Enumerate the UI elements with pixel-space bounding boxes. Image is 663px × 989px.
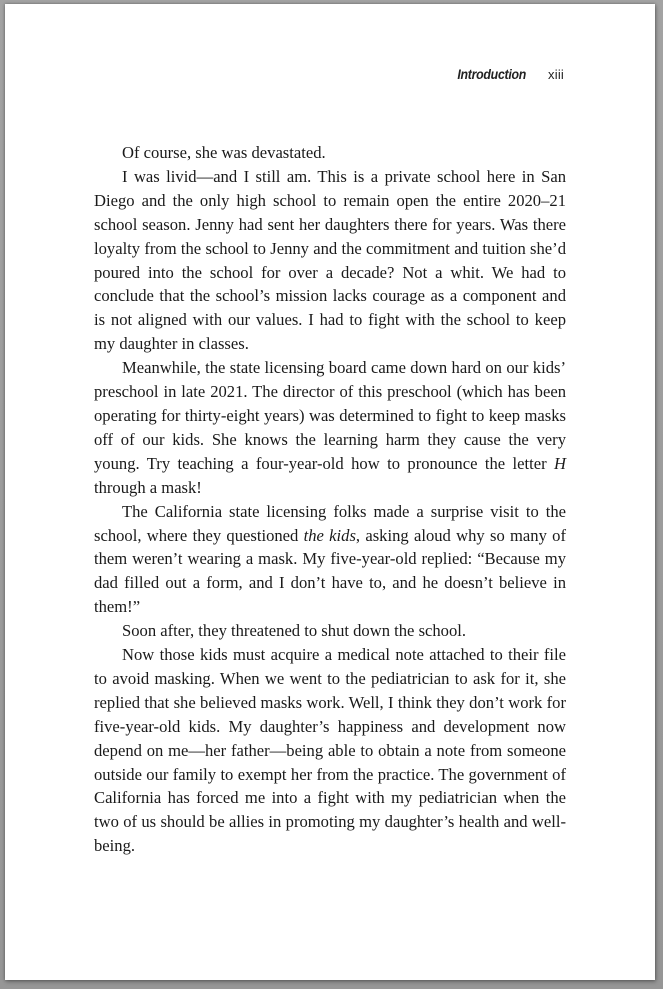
paragraph-4-text-end: , asking aloud why so many of them weren’t wearing a mask. My five-year-old replied: “Because my dad filled out a form, and I don’t have to, and he doesn’t believe in them!” [94, 525, 566, 617]
paragraph-5-text: Soon after, they threatened to shut down the school. [122, 621, 467, 641]
paragraph-6 [94, 643, 566, 858]
page-number: xiii [548, 67, 564, 82]
paragraph-3 [94, 356, 566, 499]
paragraph-4-text: The California state licensing folks made a surprise visit to the school, where they questioned [94, 501, 566, 545]
paragraph-1 [94, 141, 566, 165]
paragraph-4 [94, 500, 566, 620]
chapter-title: Introduction [457, 66, 527, 82]
paragraph-2-text: I was livid—and I still am. This is a private school here in San Diego and the only high school to remain open the entire 2020–21 school season. Jenny had sent her daughters there for years. Was there loyalty from the school to Jenny and the commitment and tuition she’d poured into the school for over a decade? Not a whit. We had to conclude that the school’s mission lacks courage as a component and is not aligned with our values. I had to fight with the school to keep my daughter in classes. [94, 166, 566, 354]
body-text [94, 141, 566, 858]
paragraph-6-text: Now those kids must acquire a medical note attached to their file to avoid masking. When we went to the pediatrician to ask for it, she replied that she believed masks work. Well, I think they don’t work for five-year-old kids. My daughter’s happiness and development now depend on me—her father—being able to obtain a note from someone outside our family to exempt her from the practice. The government of California has forced me into a fight with my pediatrician when the two of us should be allies in promoting my daughter’s health and well-being. [94, 645, 566, 856]
paragraph-4-emphasis: the kids [303, 525, 356, 545]
paragraph-2 [94, 165, 566, 356]
paragraph-1-text: Of course, she was devastated. [122, 143, 326, 162]
running-header [448, 66, 564, 82]
book-page [5, 4, 655, 980]
paragraph-5 [94, 619, 566, 643]
paragraph-3-emphasis: H [554, 453, 566, 473]
paragraph-3-text-end: through a mask! [94, 477, 202, 497]
paragraph-3-text: Meanwhile, the state licensing board came down hard on our kids’ preschool in late 2021. The director of this preschool (which has been operating for thirty-eight years) was determined to fight to keep masks off of our kids. She knows the learning harm they cause the very young. Try teaching a four-year-old how to pronounce the letter [94, 358, 566, 473]
